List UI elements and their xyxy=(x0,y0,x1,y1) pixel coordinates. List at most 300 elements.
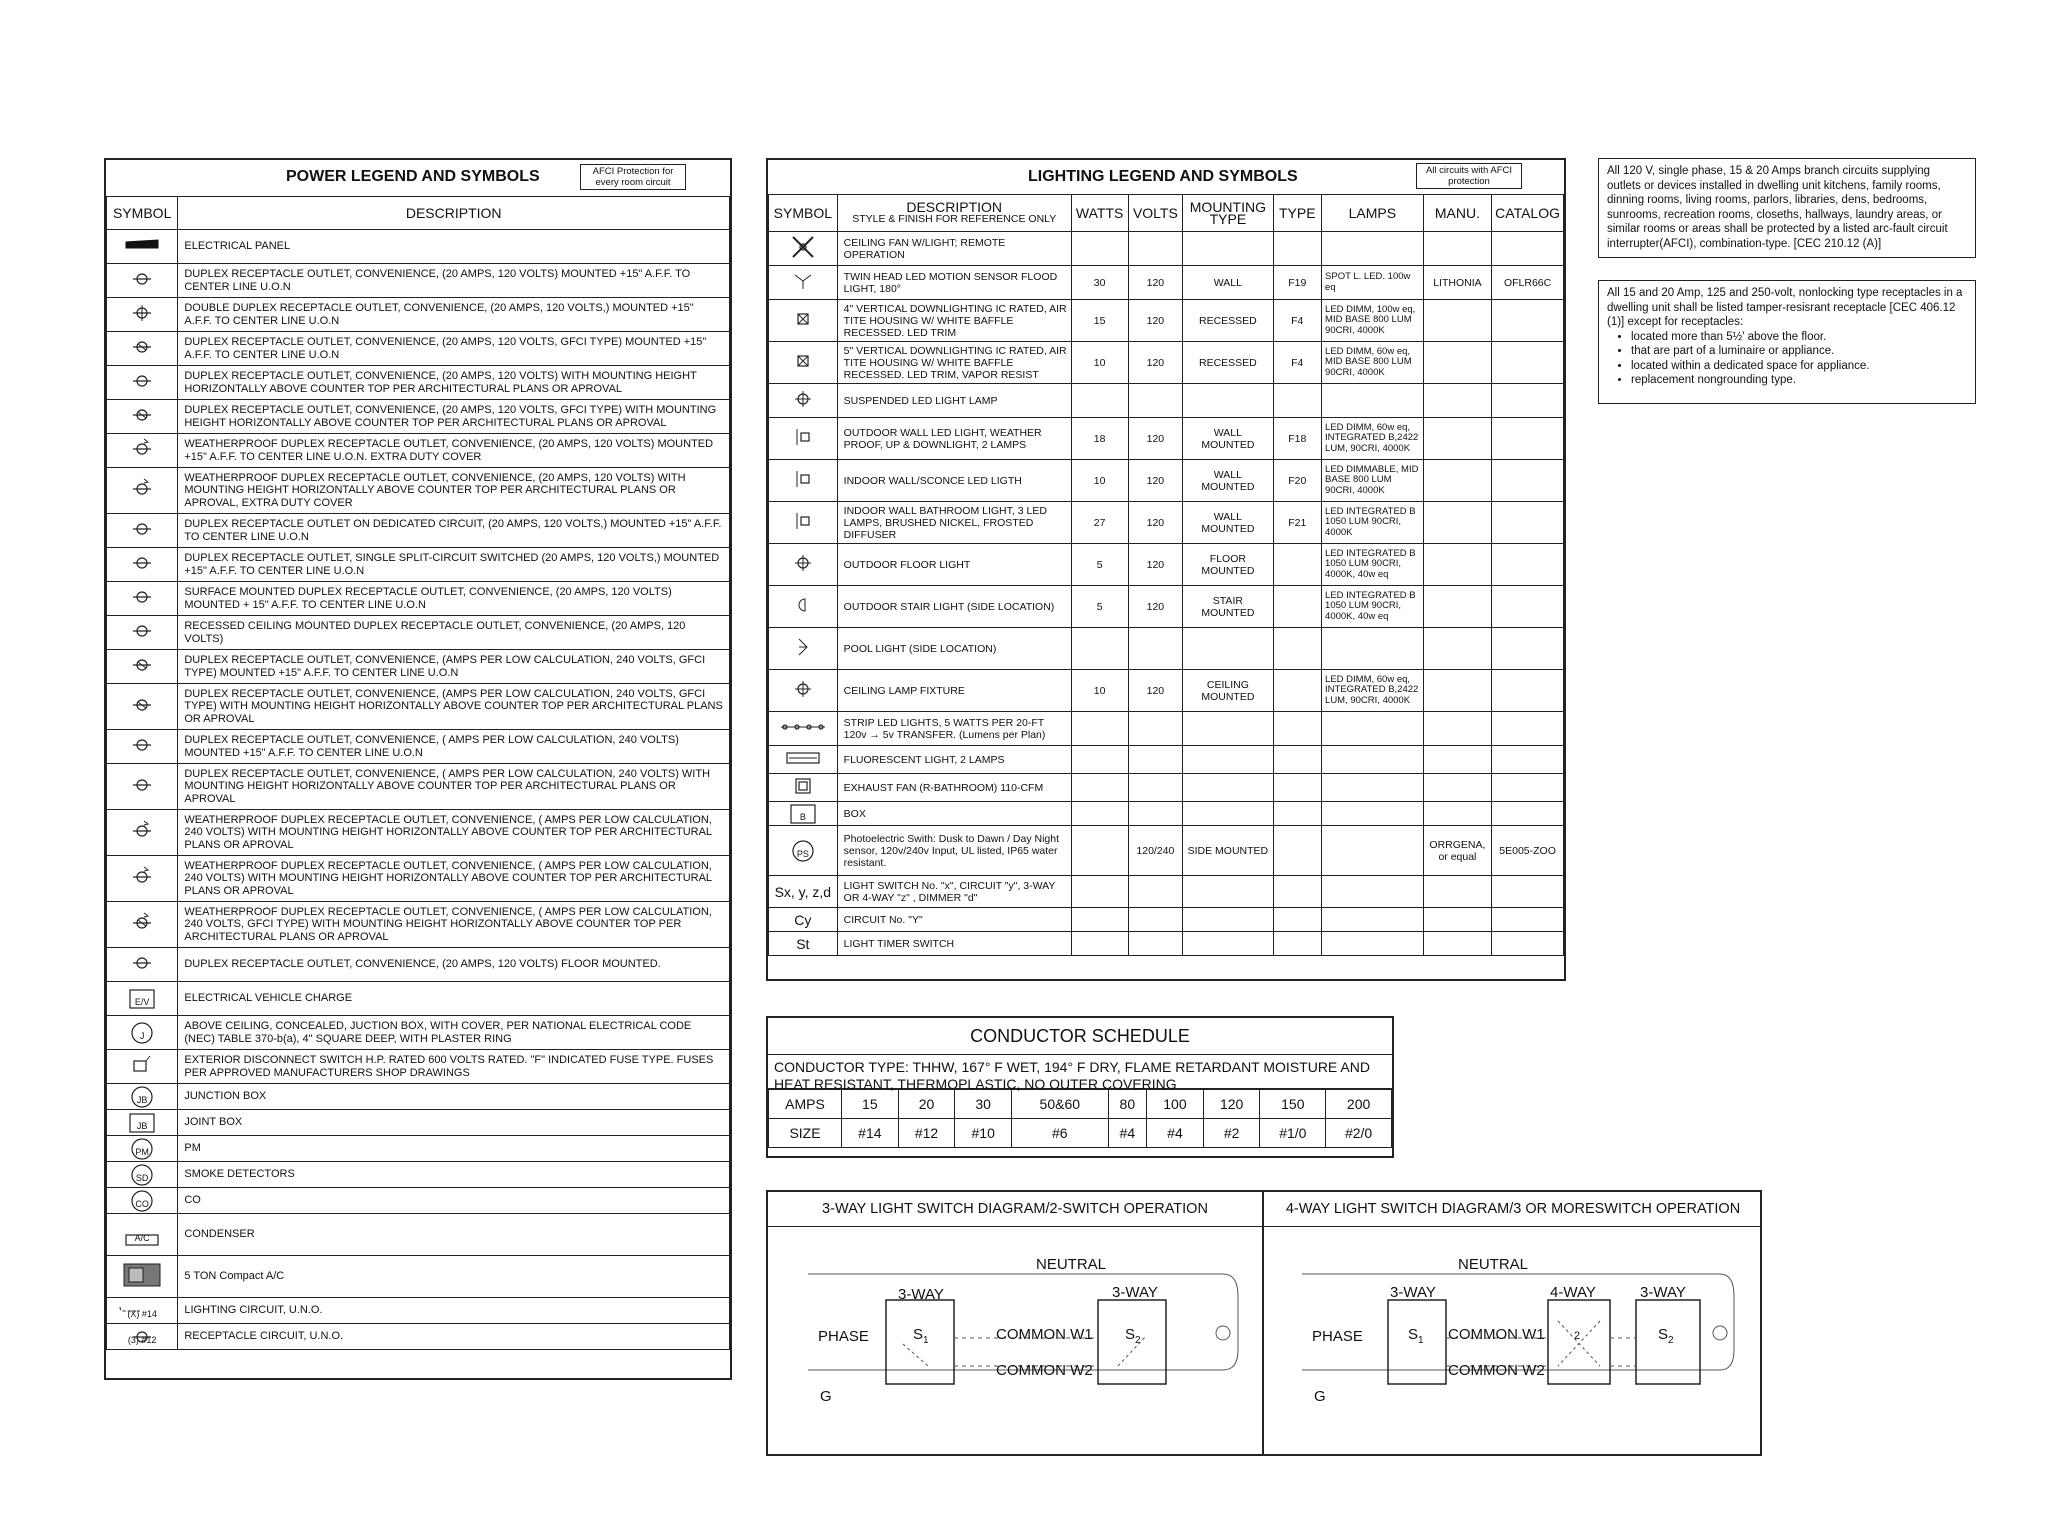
lighting-mount-cell: WALL MOUNTED xyxy=(1183,502,1273,544)
tamper-note-box xyxy=(1598,280,1976,404)
pool-light-icon xyxy=(779,635,827,659)
lighting-mount-cell: RECESSED xyxy=(1183,342,1273,384)
lighting-manu-cell xyxy=(1423,232,1492,266)
power-legend-title: POWER LEGEND AND SYMBOLS xyxy=(286,168,540,185)
lighting-type-cell xyxy=(1273,826,1322,876)
power-description-cell: EXTERIOR DISCONNECT SWITCH H.P. RATED 600 VOLTS RATED. "F" INDICATED FUSE TYPE. FUSES PER APPROVED MANUFACTURERS SHOP DRAWINGS xyxy=(178,1050,730,1084)
lighting-watts-cell xyxy=(1071,232,1128,266)
four-way-s1-letter: S xyxy=(1408,1326,1419,1343)
lighting-lamps-cell xyxy=(1322,826,1424,876)
lighting-catalog-cell xyxy=(1492,670,1564,712)
power-table-header xyxy=(107,197,730,230)
lighting-volts-cell xyxy=(1128,232,1183,266)
four-way-mid-header: 4-WAY xyxy=(1550,1284,1596,1301)
lighting-volts-cell xyxy=(1128,908,1183,932)
symbol-cell xyxy=(769,544,838,586)
power-table-row xyxy=(107,332,730,366)
conductor-amps-cell: 80 xyxy=(1108,1090,1147,1119)
power-description-cell: JUNCTION BOX xyxy=(178,1084,730,1110)
lighting-lamps-cell xyxy=(1322,384,1424,418)
split-receptacle-icon xyxy=(118,551,166,575)
lighting-mount-cell xyxy=(1183,876,1273,908)
lighting-type-cell xyxy=(1273,544,1322,586)
lighting-type-cell: F4 xyxy=(1273,342,1322,384)
lighting-manu-cell xyxy=(1423,746,1492,774)
lighting-manu-cell xyxy=(1423,300,1492,342)
symbol-cell xyxy=(107,1214,178,1256)
power-table-row xyxy=(107,902,730,948)
symbol-cell xyxy=(107,332,178,366)
lighting-watts-cell: 15 xyxy=(1071,300,1128,342)
lighting-watts-cell: 18 xyxy=(1071,418,1128,460)
lighting-type-cell xyxy=(1273,908,1322,932)
lighting-watts-cell xyxy=(1071,384,1128,418)
four-way-switch-mid-box xyxy=(1548,1300,1610,1384)
stair-light-icon xyxy=(779,593,827,617)
240v-gfci-receptacle-icon xyxy=(118,653,166,677)
symbol-cell xyxy=(769,628,838,670)
lighting-volts-cell: 120 xyxy=(1128,502,1183,544)
lighting-manu-header: MANU. xyxy=(1423,195,1492,232)
power-description-cell: LIGHTING CIRCUIT, U.N.O. xyxy=(178,1298,730,1324)
power-table-row xyxy=(107,764,730,810)
symbol-cell xyxy=(769,774,838,802)
conductor-amps-cell: 50&60 xyxy=(1012,1090,1109,1119)
lighting-table-row xyxy=(769,826,1564,876)
lighting-watts-cell xyxy=(1071,826,1128,876)
symbol-cell xyxy=(769,876,838,908)
conductor-size-row xyxy=(769,1119,1392,1148)
conductor-size-cell: #10 xyxy=(955,1119,1012,1148)
conductor-size-cell: #2/0 xyxy=(1326,1119,1392,1148)
four-way-mid-crossover xyxy=(1558,1321,1600,1366)
four-way-s1-subscript: 1 xyxy=(1418,1335,1424,1346)
power-table-row xyxy=(107,1162,730,1188)
lighting-catalog-cell xyxy=(1492,802,1564,826)
power-description-cell: DUPLEX RECEPTACLE OUTLET, CONVENIENCE, (AMPS PER LOW CALCULATION, 240 VOLTS, GFCI TYPE) WITH MOUNTING HEIGHT HORIZONTALLY ABOVE COUNTER TOP PER ARCHITECTURAL PLANS OR APROVAL xyxy=(178,684,730,730)
lighting-lamps-cell xyxy=(1322,774,1424,802)
lighting-description-label: DESCRIPTION xyxy=(906,199,1003,215)
afci-note-box: All 120 V, single phase, 15 & 20 Amps branch circuits supplying outlets or devices installed in dwelling unit kitchens, family rooms, dinning rooms, living rooms, parlors, libraries, dens, bedrooms, sunrooms, recreation rooms, closeths, hallways, laundry areas, or similar rooms or areas shall be protected by a listed arc-fault circuit interrupter(AFCI), combination-type. [CEC 210.12 (A)] xyxy=(1598,158,1976,258)
lighting-volts-cell xyxy=(1128,746,1183,774)
three-way-s2-header: 3-WAY xyxy=(1112,1284,1158,1301)
lighting-manu-cell xyxy=(1423,670,1492,712)
lighting-lamps-cell xyxy=(1322,628,1424,670)
lighting-volts-cell xyxy=(1128,628,1183,670)
conductor-amps-cell: 120 xyxy=(1203,1090,1260,1119)
lighting-manu-cell xyxy=(1423,932,1492,956)
conductor-size-cell: #4 xyxy=(1108,1119,1147,1148)
lighting-mount-cell: STAIR MOUNTED xyxy=(1183,586,1273,628)
symbol-cell xyxy=(107,810,178,856)
lighting-mount-cell xyxy=(1183,712,1273,746)
lighting-watts-cell xyxy=(1071,712,1128,746)
duplex-receptacle-icon xyxy=(118,267,166,291)
lighting-manu-cell xyxy=(1423,802,1492,826)
lighting-lamps-cell: LED INTEGRATED B 1050 LUM 90CRI, 4000K xyxy=(1322,502,1424,544)
lighting-volts-cell: 120 xyxy=(1128,544,1183,586)
four-way-common-w2-label: COMMON W2 xyxy=(1448,1362,1545,1379)
switch-diagrams xyxy=(766,1190,1762,1456)
power-description-cell: DUPLEX RECEPTACLE OUTLET ON DEDICATED CIRCUIT, (20 AMPS, 120 VOLTS,) MOUNTED +15" A.F.F. TO CENTER LINE U.O.N xyxy=(178,514,730,548)
power-description-cell: DUPLEX RECEPTACLE OUTLET, CONVENIENCE, ( AMPS PER LOW CALCULATION, 240 VOLTS) WITH MOUNTING HEIGHT HORIZONTALLY ABOVE COUNTER TOP PER ARCHITECTURAL PLANS OR APROVAL xyxy=(178,764,730,810)
lighting-table-row xyxy=(769,670,1564,712)
four-way-light-fixture xyxy=(1713,1326,1727,1340)
conductor-amps-cell: 100 xyxy=(1147,1090,1204,1119)
conductor-size-cell: #6 xyxy=(1012,1119,1109,1148)
symbol-cell xyxy=(107,730,178,764)
power-description-cell: WEATHERPROOF DUPLEX RECEPTACLE OUTLET, CONVENIENCE, (20 AMPS, 120 VOLTS) WITH MOUNTING HEIGHT HORIZONTALLY ABOVE COUNTER TOP PER ARCHITECTURAL PLANS OR APROVAL, EXTRA DUTY COVER xyxy=(178,468,730,514)
conductor-amps-cell: 200 xyxy=(1326,1090,1392,1119)
symbol-cell xyxy=(107,1110,178,1136)
lighting-desc-cell: INDOOR WALL/SCONCE LED LIGTH xyxy=(837,460,1071,502)
lighting-lamps-cell xyxy=(1322,232,1424,266)
symbol-cell xyxy=(107,298,178,332)
power-table-row xyxy=(107,1136,730,1162)
lighting-volts-cell: 120/240 xyxy=(1128,826,1183,876)
lighting-lamps-cell: SPOT L. LED. 100w eq xyxy=(1322,266,1424,300)
four-way-s2-subscript: 2 xyxy=(1668,1335,1674,1346)
symbol-cell xyxy=(769,802,838,826)
lighting-mounting-header: MOUNTING TYPE xyxy=(1183,195,1273,232)
lighting-watts-cell xyxy=(1071,908,1128,932)
power-table-row xyxy=(107,1324,730,1350)
symbol-cell xyxy=(107,982,178,1016)
power-description-cell: ELECTRICAL PANEL xyxy=(178,230,730,264)
lighting-catalog-cell: 5E005-ZOO xyxy=(1492,826,1564,876)
lighting-catalog-cell xyxy=(1492,586,1564,628)
lighting-desc-cell: STRIP LED LIGHTS, 5 WATTS PER 20-FT 120v → 5v TRANSFER. (Lumens per Plan) xyxy=(837,712,1071,746)
lighting-lamps-cell xyxy=(1322,932,1424,956)
power-table-row xyxy=(107,650,730,684)
strip-light-icon xyxy=(779,715,827,739)
240v-counter-gfci-receptacle-icon xyxy=(118,693,166,717)
lighting-volts-cell: 120 xyxy=(1128,586,1183,628)
four-way-s1-label xyxy=(1408,1326,1424,1346)
power-description-cell: WEATHERPROOF DUPLEX RECEPTACLE OUTLET, CONVENIENCE, ( AMPS PER LOW CALCULATION, 240 VOLTS) WITH MOUNTING HEIGHT HORIZONTALLY ABOVE COUNTER TOP PER ARCHITECTURAL PLANS OR APROVAL xyxy=(178,810,730,856)
lighting-manu-cell xyxy=(1423,502,1492,544)
lighting-desc-cell: FLUORESCENT LIGHT, 2 LAMPS xyxy=(837,746,1071,774)
symbol-cell xyxy=(107,434,178,468)
power-description-cell: RECEPTACLE CIRCUIT, U.N.O. xyxy=(178,1324,730,1350)
four-way-s2-header: 3-WAY xyxy=(1640,1284,1686,1301)
lighting-mount-cell: RECESSED xyxy=(1183,300,1273,342)
power-description-cell: DUPLEX RECEPTACLE OUTLET, CONVENIENCE, (20 AMPS, 120 VOLTS, GFCI TYPE) MOUNTED +15" A.F.F. TO CENTER LINE U.O.N xyxy=(178,332,730,366)
power-table-row xyxy=(107,400,730,434)
lighting-watts-cell xyxy=(1071,774,1128,802)
lighting-lamps-cell: LED DIMMABLE, MID BASE 800 LUM 90CRI, 4000K xyxy=(1322,460,1424,502)
lighting-lamps-cell: LED DIMM, 100w eq, MID BASE 800 LUM 90CRI, 4000K xyxy=(1322,300,1424,342)
lighting-type-cell: F21 xyxy=(1273,502,1322,544)
surface-receptacle-icon xyxy=(118,585,166,609)
power-table-row xyxy=(107,582,730,616)
power-table-row xyxy=(107,1298,730,1324)
lighting-type-cell xyxy=(1273,932,1322,956)
power-description-cell: SURFACE MOUNTED DUPLEX RECEPTACLE OUTLET, CONVENIENCE, (20 AMPS, 120 VOLTS) MOUNTED + 15" A.F.F. TO CENTER LINE U.O.N xyxy=(178,582,730,616)
power-table-row xyxy=(107,856,730,902)
lighting-desc-cell: OUTDOOR STAIR LIGHT (SIDE LOCATION) xyxy=(837,586,1071,628)
240v-receptacle-icon xyxy=(118,733,166,757)
power-table-row xyxy=(107,730,730,764)
lighting-manu-cell: ORRGENA, or equal xyxy=(1423,826,1492,876)
lighting-mount-cell xyxy=(1183,774,1273,802)
symbol-cell xyxy=(769,300,838,342)
lighting-watts-cell xyxy=(1071,746,1128,774)
lighting-table-row xyxy=(769,460,1564,502)
symbol-cell xyxy=(769,502,838,544)
lighting-table-row xyxy=(769,712,1564,746)
lighting-catalog-cell xyxy=(1492,342,1564,384)
symbol-cell xyxy=(107,948,178,982)
symbol-cell xyxy=(107,1324,178,1350)
lighting-type-cell: F4 xyxy=(1273,300,1322,342)
symbol-cell xyxy=(107,1256,178,1298)
symbol-cell xyxy=(107,616,178,650)
lighting-catalog-cell xyxy=(1492,502,1564,544)
three-way-s2-subscript: 2 xyxy=(1135,1335,1141,1346)
symbol-cell xyxy=(107,1016,178,1050)
lighting-volts-cell xyxy=(1128,876,1183,908)
flood-light-icon xyxy=(779,269,827,293)
tamper-note-item: • replacement nongrounding type. xyxy=(1631,373,1967,388)
lighting-manu-cell xyxy=(1423,544,1492,586)
symbol-cell xyxy=(769,586,838,628)
wp-240v-counter-receptacle-icon xyxy=(118,819,166,843)
lighting-volts-cell xyxy=(1128,802,1183,826)
symbol-cell xyxy=(107,856,178,902)
power-description-cell: JOINT BOX xyxy=(178,1110,730,1136)
conductor-amps-cell: 20 xyxy=(898,1090,955,1119)
three-way-s1-lever xyxy=(903,1344,928,1366)
conductor-size-cell: #1/0 xyxy=(1260,1119,1326,1148)
lighting-table-header xyxy=(769,195,1564,232)
lighting-type-cell: F18 xyxy=(1273,418,1322,460)
lighting-mount-cell xyxy=(1183,384,1273,418)
three-way-light-fixture xyxy=(1216,1326,1230,1340)
lighting-type-cell xyxy=(1273,802,1322,826)
lighting-manu-cell xyxy=(1423,876,1492,908)
power-description-cell: CONDENSER xyxy=(178,1214,730,1256)
lighting-table-row xyxy=(769,544,1564,586)
lighting-legend xyxy=(766,158,1566,981)
lighting-desc-cell: LIGHT TIMER SWITCH xyxy=(837,932,1071,956)
gfci-receptacle-icon xyxy=(118,335,166,359)
lighting-volts-cell xyxy=(1128,932,1183,956)
conductor-size-cell: #2 xyxy=(1203,1119,1260,1148)
symbol-cell xyxy=(107,514,178,548)
lighting-volts-cell: 120 xyxy=(1128,460,1183,502)
wall-sconce-icon xyxy=(779,467,827,491)
lighting-type-cell xyxy=(1273,670,1322,712)
power-table-row xyxy=(107,616,730,650)
conductor-amps-cell: 15 xyxy=(842,1090,899,1119)
lighting-mount-cell xyxy=(1183,628,1273,670)
power-table-row xyxy=(107,264,730,298)
fluorescent-light-icon xyxy=(779,746,827,770)
conductor-size-cell: #14 xyxy=(842,1119,899,1148)
lighting-lamps-cell: LED DIMM, 60w eq, INTEGRATED B,2422 LUM, 90CRI, 4000K xyxy=(1322,670,1424,712)
symbol-cell xyxy=(107,1050,178,1084)
240v-counter-receptacle-icon xyxy=(118,773,166,797)
four-way-s1-header: 3-WAY xyxy=(1390,1284,1436,1301)
lighting-afci-note: All circuits with AFCI protection xyxy=(1416,163,1522,189)
symbol-cell xyxy=(107,1136,178,1162)
lighting-type-cell xyxy=(1273,384,1322,418)
weatherproof-receptacle-icon xyxy=(118,437,166,461)
lighting-desc-cell: CEILING FAN W/LIGHT; REMOTE OPERATION xyxy=(837,232,1071,266)
lighting-table-row xyxy=(769,746,1564,774)
four-way-s2-letter: S xyxy=(1658,1326,1669,1343)
lighting-description-header xyxy=(837,195,1071,232)
lighting-description-sublabel: STYLE & FINISH FOR REFERENCE ONLY xyxy=(852,213,1057,225)
symbol-cell xyxy=(107,1084,178,1110)
lighting-volts-cell: 120 xyxy=(1128,266,1183,300)
lighting-watts-cell xyxy=(1071,802,1128,826)
power-table-row xyxy=(107,982,730,1016)
lighting-lamps-cell xyxy=(1322,712,1424,746)
conductor-amps-cell: 30 xyxy=(955,1090,1012,1119)
power-table-row xyxy=(107,1110,730,1136)
suspended-lamp-icon xyxy=(779,387,827,411)
symbol-text: Cy xyxy=(794,911,812,928)
power-description-cell: ELECTRICAL VEHICLE CHARGE xyxy=(178,982,730,1016)
symbol-cell xyxy=(769,384,838,418)
symbol-cell xyxy=(769,670,838,712)
power-table-row xyxy=(107,366,730,400)
lighting-lamps-cell xyxy=(1322,908,1424,932)
lighting-desc-cell: OUTDOOR WALL LED LIGHT, WEATHER PROOF, UP & DOWNLIGHT, 2 LAMPS xyxy=(837,418,1071,460)
lighting-symbol-header: SYMBOL xyxy=(769,195,838,232)
lighting-legend-header xyxy=(768,160,1564,195)
lighting-type-cell xyxy=(1273,876,1322,908)
symbol-cell xyxy=(769,712,838,746)
lighting-mount-cell xyxy=(1183,746,1273,774)
lighting-mount-cell: CEILING MOUNTED xyxy=(1183,670,1273,712)
symbol-cell xyxy=(107,1298,178,1324)
lighting-volts-cell: 120 xyxy=(1128,342,1183,384)
lighting-table-row xyxy=(769,628,1564,670)
power-description-cell: WEATHERPROOF DUPLEX RECEPTACLE OUTLET, CONVENIENCE, ( AMPS PER LOW CALCULATION, 240 VOLTS, GFCI TYPE) WITH MOUNTING HEIGHT HORIZONTALLY ABOVE COUNTER TOP PER ARCHITECTURAL PLANS OR APROVAL xyxy=(178,902,730,948)
conductor-type-text: CONDUCTOR TYPE: THHW, 167° F WET, 194° F DRY, FLAME RETARDANT MOISTURE AND HEAT RESISTANT, THERMOPLASTIC, NO OUTER COVERING xyxy=(768,1055,1392,1089)
power-description-cell: RECESSED CEILING MOUNTED DUPLEX RECEPTACLE OUTLET, CONVENIENCE, (20 AMPS, 120 VOLTS) xyxy=(178,616,730,650)
power-description-cell: DUPLEX RECEPTACLE OUTLET, CONVENIENCE, ( AMPS PER LOW CALCULATION, 240 VOLTS) MOUNTED +15" A.F.F. TO CENTER LINE U.O.N xyxy=(178,730,730,764)
power-description-cell: DUPLEX RECEPTACLE OUTLET, CONVENIENCE, (20 AMPS, 120 VOLTS) FLOOR MOUNTED. xyxy=(178,948,730,982)
four-way-s2-label xyxy=(1658,1326,1674,1346)
symbol-cell xyxy=(107,764,178,810)
downlight-4in-icon xyxy=(779,307,827,331)
lighting-type-cell xyxy=(1273,774,1322,802)
lighting-manu-cell xyxy=(1423,460,1492,502)
lighting-watts-cell: 10 xyxy=(1071,342,1128,384)
lighting-type-cell: F20 xyxy=(1273,460,1322,502)
lighting-catalog-cell: OFLR66C xyxy=(1492,266,1564,300)
power-table-row xyxy=(107,468,730,514)
lighting-mount-cell xyxy=(1183,908,1273,932)
four-way-return-wire xyxy=(1720,1274,1734,1370)
symbol-text: PS xyxy=(796,849,809,859)
power-table-row xyxy=(107,1214,730,1256)
lighting-desc-cell: LIGHT SWITCH No. "x", CIRCUIT "y", 3-WAY OR 4-WAY "z" , DIMMER "d" xyxy=(837,876,1071,908)
lighting-lamps-cell: LED DIMM, 60w eq, MID BASE 800 LUM 90CRI, 4000K xyxy=(1322,342,1424,384)
lighting-table-row xyxy=(769,342,1564,384)
three-way-s2-letter: S xyxy=(1125,1326,1136,1343)
three-way-s1-letter: S xyxy=(913,1326,924,1343)
four-way-mid-label: 2 xyxy=(1574,1330,1581,1342)
lighting-mount-cell: WALL MOUNTED xyxy=(1183,460,1273,502)
symbol-cell xyxy=(107,468,178,514)
lighting-desc-cell: CEILING LAMP FIXTURE xyxy=(837,670,1071,712)
power-afci-note: AFCI Protection for every room circuit xyxy=(580,164,686,190)
counter-receptacle-icon xyxy=(118,369,166,393)
lighting-catalog-header: CATALOG xyxy=(1492,195,1564,232)
lighting-catalog-cell xyxy=(1492,544,1564,586)
power-table-row xyxy=(107,948,730,982)
four-way-common-w1-label: COMMON W1 xyxy=(1448,1326,1545,1343)
lighting-volts-header: VOLTS xyxy=(1128,195,1183,232)
lighting-lamps-cell xyxy=(1322,802,1424,826)
four-way-diagram-title: 4-WAY LIGHT SWITCH DIAGRAM/3 OR MORESWITCH OPERATION xyxy=(1264,1192,1762,1227)
lighting-manu-cell: LITHONIA xyxy=(1423,266,1492,300)
lighting-catalog-cell xyxy=(1492,628,1564,670)
lighting-mount-cell xyxy=(1183,802,1273,826)
symbol-cell xyxy=(107,902,178,948)
lighting-type-cell: F19 xyxy=(1273,266,1322,300)
conductor-size-cell: #12 xyxy=(898,1119,955,1148)
lighting-type-cell xyxy=(1273,746,1322,774)
lighting-mount-cell: WALL MOUNTED xyxy=(1183,418,1273,460)
lighting-legend-title: LIGHTING LEGEND AND SYMBOLS xyxy=(1028,168,1298,185)
lighting-table-row xyxy=(769,384,1564,418)
lighting-lamps-header: LAMPS xyxy=(1322,195,1424,232)
conductor-amps-label: AMPS xyxy=(769,1090,842,1119)
power-table-row xyxy=(107,298,730,332)
power-description-cell: CO xyxy=(178,1188,730,1214)
lighting-table-row xyxy=(769,586,1564,628)
symbol-text: A/C xyxy=(134,1233,150,1244)
lighting-manu-cell xyxy=(1423,628,1492,670)
symbol-cell xyxy=(769,908,838,932)
lighting-table-row xyxy=(769,774,1564,802)
lighting-table-row xyxy=(769,932,1564,956)
outdoor-wall-light-icon xyxy=(779,425,827,449)
lighting-watts-cell xyxy=(1071,876,1128,908)
power-table-row xyxy=(107,1050,730,1084)
power-description-cell: DUPLEX RECEPTACLE OUTLET, SINGLE SPLIT-CIRCUIT SWITCHED (20 AMPS, 120 VOLTS,) MOUNTED +15" A.F.F. TO CENTER LINE U.O.N xyxy=(178,548,730,582)
lighting-volts-cell: 120 xyxy=(1128,670,1183,712)
power-legend-header xyxy=(106,160,730,197)
exhaust-fan-icon xyxy=(779,774,827,798)
lighting-type-header: TYPE xyxy=(1273,195,1322,232)
symbol-text: E/V xyxy=(134,997,150,1008)
power-table-row xyxy=(107,1016,730,1050)
symbol-text: JB xyxy=(136,1095,148,1106)
symbol-text: (X) #14 xyxy=(127,1309,157,1320)
lighting-lamps-cell: LED DIMM, 60w eq, INTEGRATED B,2422 LUM, 90CRI, 4000K xyxy=(1322,418,1424,460)
lighting-type-cell xyxy=(1273,628,1322,670)
lighting-watts-header: WATTS xyxy=(1071,195,1128,232)
symbol-text: SD xyxy=(135,1173,149,1184)
symbol-text: Sx, y, z,d xyxy=(774,883,832,900)
symbol-cell xyxy=(769,342,838,384)
lighting-desc-cell: BOX xyxy=(837,802,1071,826)
lighting-lamps-cell xyxy=(1322,746,1424,774)
symbol-cell xyxy=(107,366,178,400)
lighting-watts-cell: 30 xyxy=(1071,266,1128,300)
symbol-cell xyxy=(107,684,178,730)
power-table-row xyxy=(107,1256,730,1298)
conductor-schedule xyxy=(766,1016,1394,1158)
lighting-desc-cell: INDOOR WALL BATHROOM LIGHT, 3 LED LAMPS, BRUSHED NICKEL, FROSTED DIFFUSER xyxy=(837,502,1071,544)
